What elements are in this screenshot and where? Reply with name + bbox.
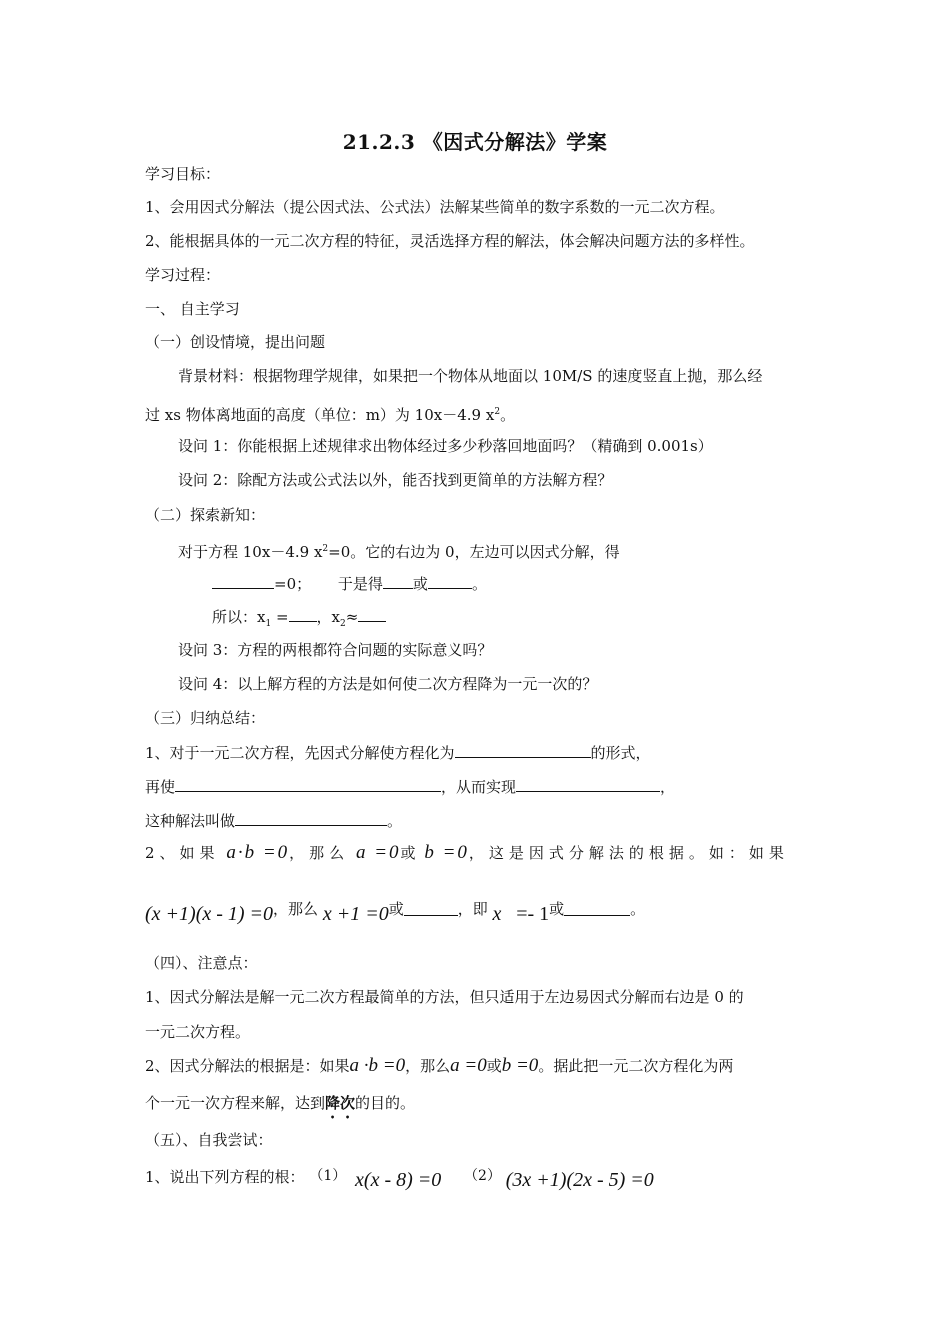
summary-line-2: 再使 ，从而实现 ，: [145, 778, 676, 796]
section-3-heading: （三）归纳总结：: [145, 709, 266, 727]
explore-line-1: 对于方程 10x－4.9 $x^2=0$。它的右边为 0，左边可以因式分解，得: [178, 543, 620, 561]
section-4-heading: （四）、注意点：: [145, 954, 258, 972]
formula-minus-1: =- 1: [516, 903, 550, 925]
formula-b-zero: b =0: [501, 1055, 539, 1076]
fill-blank[interactable]: [516, 776, 660, 792]
summary-line-1: 1、对于一元二次方程，先因式分解使方程化为 的形式，: [145, 744, 651, 762]
section-1-heading: （一）创设情境，提出问题: [145, 333, 326, 351]
fill-blank[interactable]: [564, 900, 630, 916]
note-line-4: 个一元一次方程来解，达到降次的目的。: [145, 1094, 416, 1112]
formula-a-zero: a =0: [450, 1055, 487, 1076]
fill-blank[interactable]: [358, 606, 386, 622]
question-3: 设问 3：方程的两根都符合问题的实际意义吗？: [178, 641, 493, 659]
question-1: 设问 1：你能根据上述规律求出物体经过多少秒落回地面吗？（精确到 0.001s）: [178, 437, 713, 455]
equation-1: x(x - 8) =0: [355, 1169, 442, 1191]
formula-a-zero: a =0: [355, 842, 401, 863]
note-line-1: 1、因式分解法是解一元二次方程最简单的方法，但只适用于左边易因式分解而右边是 0 的: [145, 988, 744, 1006]
formula-b-zero: b =0: [424, 842, 469, 863]
emphasis-text: 降次: [325, 1094, 356, 1112]
question-4: 设问 4：以上解方程的方法是如何使二次方程降为一元一次的？: [178, 675, 598, 693]
explore-line-2: =0； 于是得 或 。: [212, 573, 487, 594]
background-line-2: 过 xs 物体离地面的高度（单位：m）为 10x－4.9 $x^2$。: [145, 406, 516, 424]
note-line-2: 一元二次方程。: [145, 1023, 251, 1041]
note-line-3: 2、因式分解法的根据是：如果a ·b =0，那么a =0或b =0。据此把一元二次方程化为两: [145, 1055, 734, 1076]
goal-1: 1、会用因式分解法（提公因式法、公式法）法解某些简单的数字系数的一元二次方程。: [145, 198, 725, 216]
fill-blank[interactable]: [289, 606, 317, 622]
summary-line-4: 2、如果 a·b =0，那么 a =0或 b =0，这是因式分解法的根据。如：如果: [145, 842, 789, 863]
question-2: 设问 2：除配方法或公式法以外，能否找到更简单的方法解方程？: [178, 471, 613, 489]
fill-blank[interactable]: [212, 573, 274, 589]
section-2-heading: （二）探索新知：: [145, 506, 266, 524]
process-heading: 学习过程：: [145, 266, 221, 284]
fill-blank[interactable]: [455, 742, 591, 758]
try-line-1: 1、说出下列方程的根： （1） x(x - 8) =0 （2） (3x +1)(2x - 5) =0: [145, 1168, 654, 1191]
page-title: 21.2.3 《因式分解法》学案: [342, 130, 608, 154]
equation-2: (3x +1)(2x - 5) =0: [505, 1169, 654, 1191]
goal-2: 2、能根据具体的一元二次方程的特征，灵活选择方程的解法，体会解决问题方法的多样性。: [145, 232, 755, 250]
formula-ab-zero: a ·b =0: [349, 1055, 406, 1076]
fill-blank[interactable]: [235, 810, 387, 826]
part-1-heading: 一、 自主学习: [145, 300, 240, 318]
formula-x: x: [492, 903, 502, 925]
fill-blank[interactable]: [383, 573, 413, 589]
summary-line-5: (x +1)(x - 1) =0，那么 x +1 =0或 ，即 x =- 1或 。: [145, 900, 646, 925]
summary-line-3: 这种解法叫做 。: [145, 812, 403, 830]
formula-example: (x +1)(x - 1) =0: [145, 903, 274, 925]
formula-x-plus-1: x +1 =0: [322, 903, 389, 925]
section-5-heading: （五）、自我尝试：: [145, 1131, 273, 1149]
goals-heading: 学习目标：: [145, 165, 221, 183]
fill-blank[interactable]: [404, 900, 458, 916]
fill-blank[interactable]: [175, 776, 441, 792]
explore-line-3: 所以：$x_1$ = ，$x_2\approx$: [212, 606, 386, 634]
fill-blank[interactable]: [428, 573, 472, 589]
background-line-1: 背景材料：根据物理学规律，如果把一个物体从地面以 10M/S 的速度竖直上抛，那么经: [178, 367, 763, 385]
formula-ab-zero: a·b =0: [226, 842, 290, 863]
